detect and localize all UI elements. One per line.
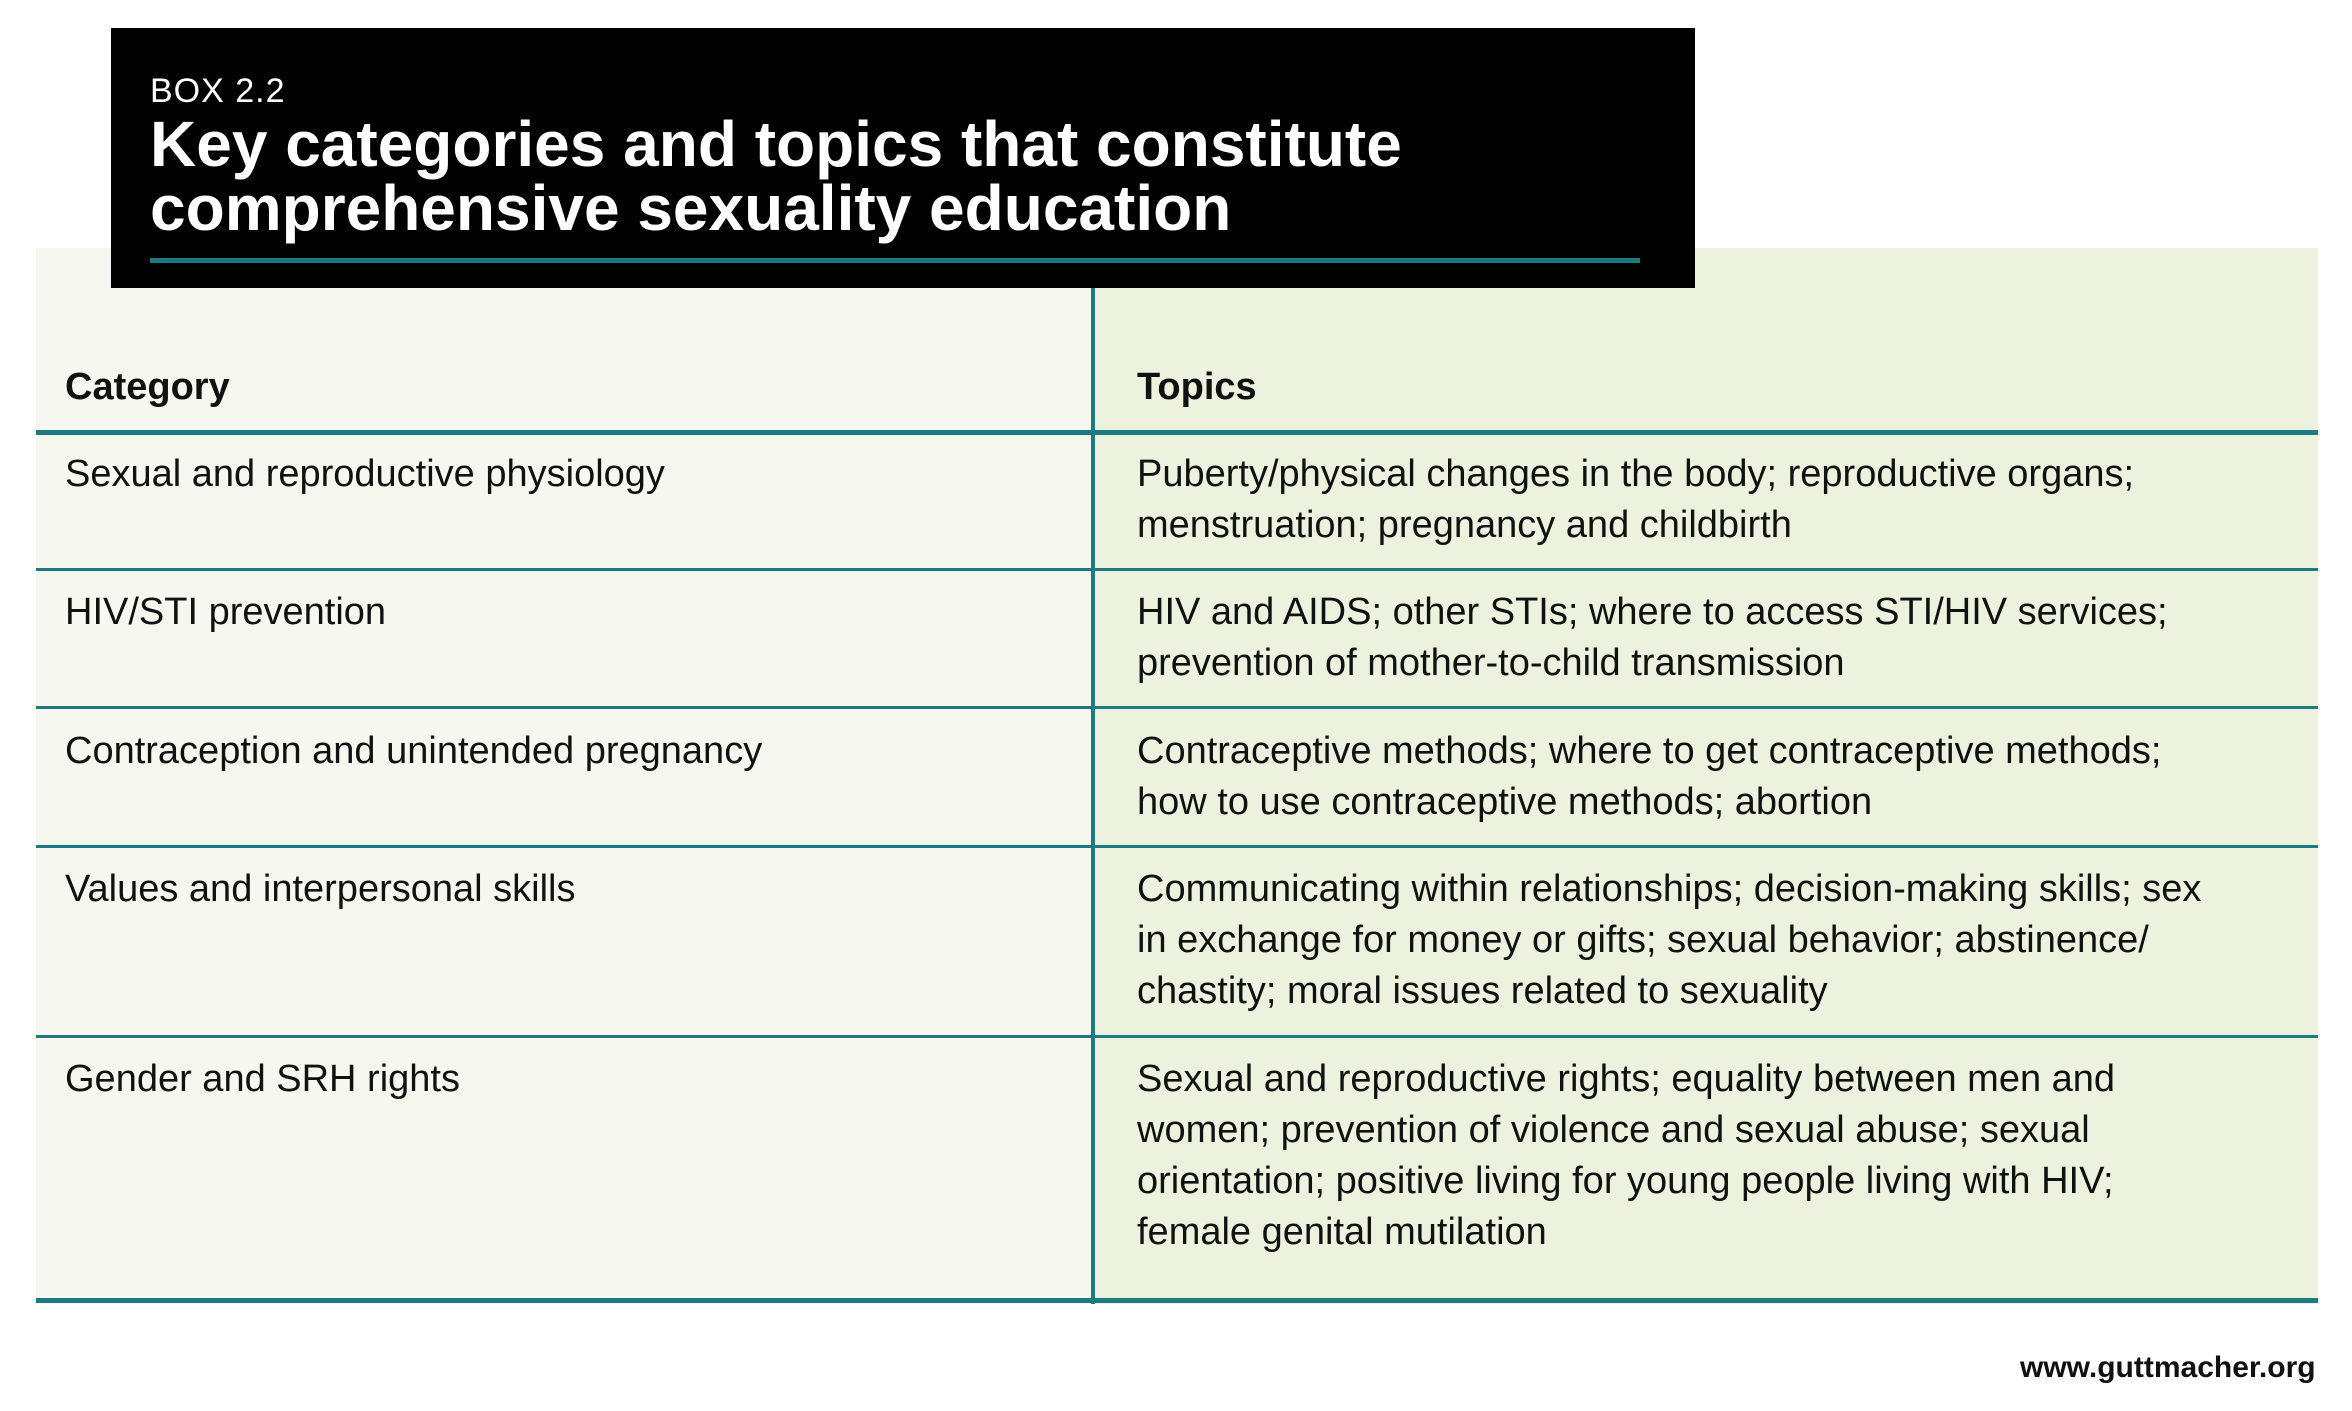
row-1-topics-line-1: Puberty/physical changes in the body; reproductive organs; (1137, 453, 2135, 495)
row-2-topics-line-1: HIV and AIDS; other STIs; where to access STI/HIV services; (1137, 591, 2168, 633)
row-2-category: HIV/STI prevention (65, 591, 387, 633)
row-1-topics-line-2: menstruation; pregnancy and childbirth (1137, 504, 1792, 546)
box-title-panel (111, 28, 1695, 288)
row-5-category: Gender and SRH rights (65, 1058, 460, 1100)
row-divider (36, 1035, 2318, 1038)
row-4-topics-line-1: Communicating within relationships; decision-making skills; sex (1137, 868, 2202, 910)
header-category: Category (65, 366, 230, 408)
box-title-line-2: comprehensive sexuality education (150, 172, 1232, 244)
table-bottom-rule (36, 1298, 2318, 1303)
row-3-topics (1137, 726, 2161, 828)
row-5-topics (1137, 1054, 2115, 1258)
box-label: BOX 2.2 (150, 72, 286, 110)
title-underline (150, 258, 1640, 263)
header-topics: Topics (1137, 366, 1257, 408)
row-3-topics-line-1: Contraceptive methods; where to get contraceptive methods; (1137, 730, 2162, 772)
row-divider (36, 845, 2318, 848)
footer-url[interactable]: www.guttmacher.org (2020, 1351, 2316, 1384)
header-rule (36, 430, 2318, 435)
row-2-topics (1137, 587, 2168, 689)
row-4-topics (1137, 864, 2201, 1017)
row-5-topics-line-3: orientation; positive living for young people living with HIV; (1137, 1160, 2114, 1202)
row-5-topics-line-1: Sexual and reproductive rights; equality between men and (1137, 1058, 2116, 1100)
row-divider (36, 706, 2318, 709)
row-divider (36, 568, 2318, 571)
row-1-topics (1137, 449, 2134, 551)
box-title (150, 108, 1650, 244)
row-2-topics-line-2: prevention of mother-to-child transmission (1137, 642, 1845, 684)
row-3-topics-line-2: how to use contraceptive methods; abortion (1137, 781, 1873, 823)
topics-table (36, 248, 2318, 1304)
row-4-category: Values and interpersonal skills (65, 868, 576, 910)
box-title-line-1: Key categories and topics that constitute (150, 108, 1402, 180)
row-4-topics-line-3: chastity; moral issues related to sexuality (1137, 970, 1828, 1012)
row-4-topics-line-2: in exchange for money or gifts; sexual behavior; abstinence/ (1137, 919, 2149, 961)
row-3-category: Contraception and unintended pregnancy (65, 730, 763, 772)
row-5-topics-line-4: female genital mutilation (1137, 1211, 1547, 1253)
row-1-category: Sexual and reproductive physiology (65, 453, 665, 495)
row-5-topics-line-2: women; prevention of violence and sexual abuse; sexual (1137, 1109, 2090, 1151)
column-divider (1091, 288, 1095, 1304)
